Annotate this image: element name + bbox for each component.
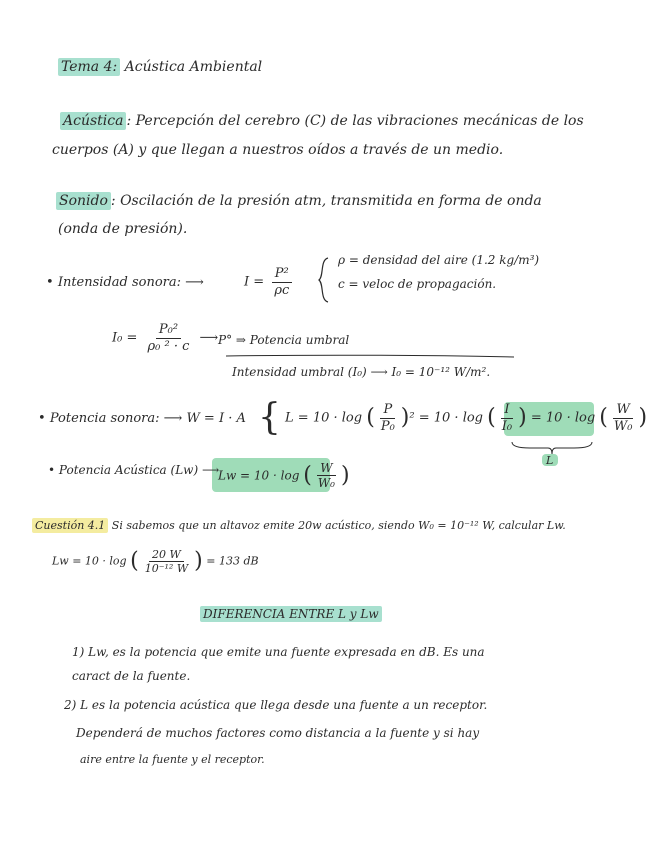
title-highlight: Tema 4: <box>58 58 120 76</box>
arrow-icon: ⟶ <box>163 411 183 426</box>
acustica-line-1 <box>60 114 584 128</box>
L-eq-3: = <box>530 410 542 426</box>
cuestion-result: = 133 dB <box>206 554 259 568</box>
intensidad-label-line <box>46 276 204 289</box>
cuestion-line <box>32 520 566 531</box>
L-eq-2: ² = 10 · log <box>409 410 484 426</box>
intensidad-lhs: I = <box>244 274 265 290</box>
bullet: • <box>46 275 54 290</box>
sonido-term: Sonido <box>56 192 111 210</box>
cuestion-label: Cuestión 4.1 <box>32 518 108 533</box>
L-frac-2-num: I <box>501 402 512 419</box>
L-frac-3-num: W <box>613 402 632 419</box>
L-frac-3-den: W₀ <box>613 418 633 434</box>
arrow-icon: ⟶ <box>185 275 204 290</box>
intensidad-formula <box>244 266 295 298</box>
Lw-boxed: Lw = 10 · log <box>218 468 300 483</box>
diferencia-p2-line-3: aire entre la fuente y el receptor. <box>80 753 265 766</box>
cuestion-den: 10⁻¹² W <box>144 562 189 576</box>
acustica-line-2: cuerpos (A) y que llegan a nuestros oídos a través de un medio. <box>52 142 504 158</box>
intensidad-umbral: Intensidad umbral (I₀) ⟶ I₀ = 10⁻¹² W/m². <box>232 365 491 379</box>
potencia-sonora-line <box>38 412 246 425</box>
cuestion-frac <box>142 548 191 575</box>
intensidad-den: ρc <box>274 282 290 298</box>
L-frac-1 <box>378 402 398 434</box>
bullet: • <box>38 411 46 426</box>
acustica-def-1: : Percepción del cerebro (C) de las vibraciones mecánicas de los <box>126 113 584 129</box>
potencia-eq: W = I · A <box>186 411 246 426</box>
potencia-acustica-label: Potencia Acústica (Lw) <box>58 463 199 477</box>
diferencia-p2-line-2: Dependerá de muchos factores como distancia a la fuente y si hay <box>76 726 480 740</box>
intensidad-num: P² <box>272 266 292 283</box>
umbral-fraction <box>145 322 193 354</box>
rho-definition: ρ = densidad del aire (1.2 kg/m³) <box>338 253 540 267</box>
diferencia-p2-line-1: 2) L es la potencia acústica que llega desde una fuente a un receptor. <box>64 698 488 712</box>
cuestion-lhs: Lw = 10 · log <box>52 554 127 568</box>
intensidad-label: Intensidad sonora: <box>57 275 182 290</box>
underline-stroke <box>226 352 516 362</box>
cuestion-calc: Lw = 10 · log ( $\frac{20 W}{\text{10⁻¹² W}}$ ) = 133 dB <box>52 548 259 576</box>
title-text: Acústica Ambiental <box>120 59 263 75</box>
Lw-frac-num: W <box>317 461 335 476</box>
umbral-num: P₀² <box>156 322 181 339</box>
Lw-frac-den: W₀ <box>317 476 335 491</box>
diferencia-title: DIFERENCIA ENTRE L y Lw <box>200 608 382 620</box>
intensidad-fraction <box>271 266 292 298</box>
L-frac-3 <box>611 402 636 434</box>
c-definition: c = veloc de propagación. <box>338 277 497 291</box>
underbrace-label: L <box>546 454 554 467</box>
L-frac-1-num: P <box>380 402 395 419</box>
potencia-acustica-line <box>48 464 219 476</box>
brace-glyph: { <box>258 397 281 438</box>
diferencia-p1-line-1: 1) Lw, es la potencia que emite una fuente expresada en dB. Es una <box>72 645 485 659</box>
umbral-formula <box>112 322 218 354</box>
arrow-icon: ⟶ <box>201 463 220 477</box>
bullet: • <box>48 463 56 477</box>
Lw-frac <box>315 461 338 491</box>
cuestion-text: Si sabemos que un altavoz emite 20w acústico, siendo W₀ = 10⁻¹² W, calcular Lw. <box>111 519 566 532</box>
diferencia-p1-line-2: caract de la fuente. <box>72 669 191 683</box>
L-formula: { L = 10 · log ( $\frac{P}{\text{P₀}}$ )² = 10 · log ( $\frac{I}{\text{I₀}}$ ) = 10 · log ( $\frac{W}{\text{W₀}}$ ) <box>258 397 647 438</box>
sonido-line-1 <box>56 194 542 208</box>
sonido-line-2: (onda de presión). <box>58 221 188 237</box>
potencia-sonora-label: Potencia sonora: <box>49 411 160 426</box>
L-frac-2-den: I₀ <box>501 418 513 434</box>
arrow-icon: ⟶ <box>199 330 219 346</box>
umbral-text: P° ⇒ Potencia umbral <box>218 333 350 347</box>
curly-brace-icon <box>316 256 330 304</box>
acustica-term: Acústica <box>60 112 126 130</box>
L-lhs: L = 10 · log <box>285 410 363 426</box>
L-boxed: 10 · log <box>545 410 596 426</box>
page-title <box>58 60 262 74</box>
sonido-def-1: : Oscilación de la presión atm, transmitida en forma de onda <box>110 193 542 209</box>
L-frac-1-den: P₀ <box>380 418 395 434</box>
umbral-lhs: I₀ = <box>112 330 138 346</box>
Lw-formula: Lw = 10 · log ( $\frac{W}{\text{W₀}}$ ) <box>218 461 350 491</box>
cuestion-num: 20 W <box>149 548 184 562</box>
umbral-den: ρ₀ ² · c <box>147 338 190 354</box>
L-frac-2 <box>499 402 515 434</box>
